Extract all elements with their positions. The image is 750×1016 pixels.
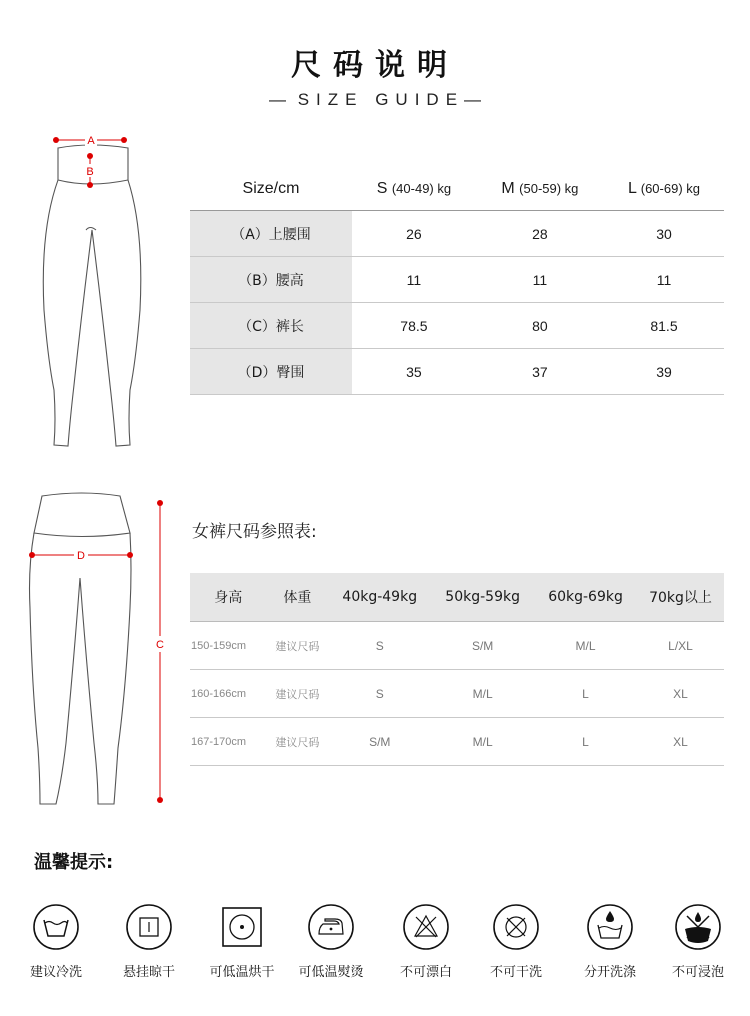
cell: 30 bbox=[604, 211, 724, 257]
tips-title: 温馨提示: bbox=[34, 852, 114, 873]
height-cell: 160-166cm bbox=[190, 670, 267, 718]
wash-separately-icon bbox=[586, 903, 634, 951]
header-cell: 40kg-49kg bbox=[328, 573, 431, 622]
cell: M/L bbox=[431, 670, 534, 718]
care-label: 悬挂晾干 bbox=[122, 965, 175, 980]
cell: S bbox=[328, 622, 431, 670]
header-m: M (50-59) kg bbox=[476, 168, 604, 211]
page-title: 尺码说明 bbox=[291, 48, 459, 83]
row-label: （A）上腰围 bbox=[190, 211, 352, 257]
subtitle-text: SIZE GUIDE bbox=[297, 90, 465, 109]
care-label: 不可漂白 bbox=[399, 965, 452, 980]
cell: L/XL bbox=[637, 622, 724, 670]
label-b: B bbox=[86, 166, 94, 178]
row-label: （D）臀围 bbox=[190, 349, 352, 395]
reference-heading: 女裤尺码参照表: bbox=[192, 522, 317, 542]
table-row bbox=[190, 622, 724, 670]
low-tumble-dry-icon bbox=[218, 903, 266, 951]
suggest-cell: 建议尺码 bbox=[267, 670, 329, 718]
no-dry-clean-icon bbox=[492, 903, 540, 951]
care-item-no-bleach bbox=[381, 903, 471, 980]
table-row bbox=[190, 211, 724, 257]
header-cell: 60kg-69kg bbox=[534, 573, 637, 622]
label-d: D bbox=[77, 550, 85, 562]
care-item-low-tumble-dry bbox=[197, 903, 287, 980]
header-cell: 70kg以上 bbox=[637, 573, 724, 622]
cell: 11 bbox=[604, 257, 724, 303]
care-item-low-iron bbox=[286, 903, 376, 980]
cell: 78.5 bbox=[352, 303, 476, 349]
leggings-front-diagram bbox=[30, 130, 160, 450]
header-l: L (60-69) kg bbox=[604, 168, 724, 211]
no-soak-icon bbox=[674, 903, 722, 951]
cell: 81.5 bbox=[604, 303, 724, 349]
header-size: Size/cm bbox=[190, 168, 352, 211]
cell: 28 bbox=[476, 211, 604, 257]
care-item-no-dry-clean bbox=[471, 903, 561, 980]
care-label: 不可浸泡 bbox=[671, 965, 724, 980]
height-cell: 167-170cm bbox=[190, 718, 267, 766]
cold-wash-icon bbox=[32, 903, 80, 951]
header-cell: 50kg-59kg bbox=[431, 573, 534, 622]
cell: M/L bbox=[534, 622, 637, 670]
cell: XL bbox=[637, 718, 724, 766]
reference-header bbox=[190, 573, 724, 622]
care-item-no-soak bbox=[653, 903, 743, 980]
header-s: S (40-49) kg bbox=[352, 168, 476, 211]
care-label: 可低温烘干 bbox=[209, 965, 275, 980]
leggings-side-diagram bbox=[22, 488, 172, 813]
cell: 39 bbox=[604, 349, 724, 395]
table-row bbox=[190, 303, 724, 349]
page-subtitle: — SIZE GUIDE— bbox=[268, 90, 482, 109]
reference-table bbox=[190, 573, 724, 766]
care-label: 建议冷洗 bbox=[29, 965, 82, 980]
size-table-header bbox=[190, 168, 724, 211]
cell: 35 bbox=[352, 349, 476, 395]
cell: S bbox=[328, 670, 431, 718]
care-label: 分开洗涤 bbox=[583, 965, 636, 980]
header-cell: 体重 bbox=[267, 573, 329, 622]
table-row bbox=[190, 349, 724, 395]
label-a: A bbox=[87, 135, 95, 147]
cell: S/M bbox=[431, 622, 534, 670]
size-table bbox=[190, 168, 724, 395]
height-cell: 150-159cm bbox=[190, 622, 267, 670]
table-row bbox=[190, 670, 724, 718]
care-item-hang-dry bbox=[104, 903, 194, 980]
suggest-cell: 建议尺码 bbox=[267, 718, 329, 766]
care-item-cold-wash bbox=[11, 903, 101, 980]
table-row bbox=[190, 718, 724, 766]
table-row bbox=[190, 257, 724, 303]
care-label: 不可干洗 bbox=[489, 965, 542, 980]
hang-dry-icon bbox=[125, 903, 173, 951]
cell: L bbox=[534, 718, 637, 766]
cell: S/M bbox=[328, 718, 431, 766]
row-label: （B）腰高 bbox=[190, 257, 352, 303]
no-bleach-icon bbox=[402, 903, 450, 951]
row-label: （C）裤长 bbox=[190, 303, 352, 349]
cell: 80 bbox=[476, 303, 604, 349]
cell: 37 bbox=[476, 349, 604, 395]
header-cell: 身高 bbox=[190, 573, 267, 622]
cell: XL bbox=[637, 670, 724, 718]
cell: 11 bbox=[476, 257, 604, 303]
label-c: C bbox=[156, 639, 164, 651]
cell: L bbox=[534, 670, 637, 718]
low-iron-icon bbox=[307, 903, 355, 951]
suggest-cell: 建议尺码 bbox=[267, 622, 329, 670]
care-label: 可低温熨烫 bbox=[298, 965, 364, 980]
cell: 11 bbox=[352, 257, 476, 303]
cell: 26 bbox=[352, 211, 476, 257]
cell: M/L bbox=[431, 718, 534, 766]
care-item-wash-separately bbox=[565, 903, 655, 980]
